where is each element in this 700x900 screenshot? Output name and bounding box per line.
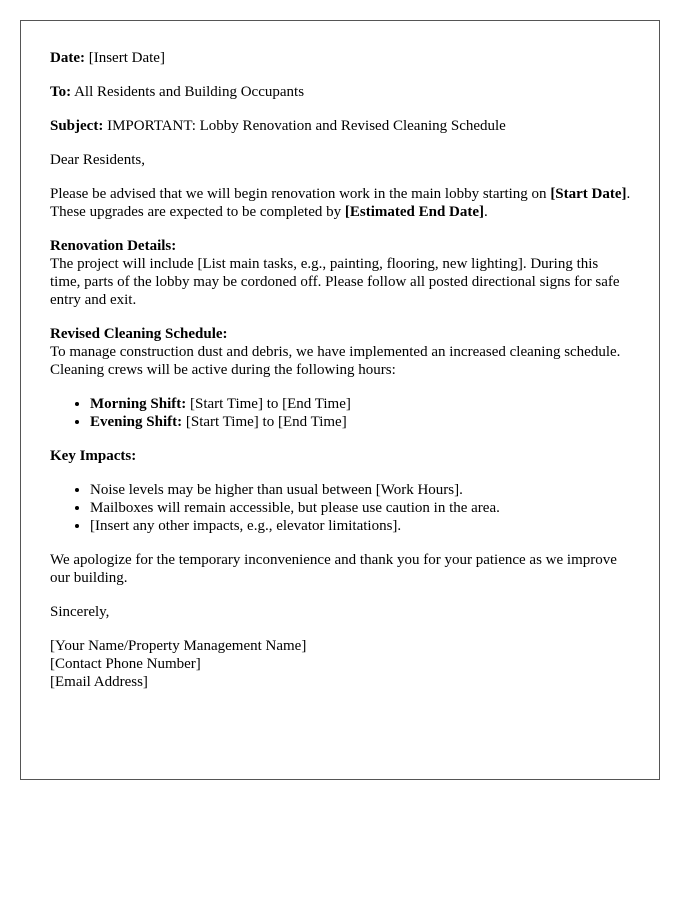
list-item: • Noise levels may be higher than usual between [Work Hours].: [90, 481, 631, 499]
impacts-heading: Key Impacts:: [50, 448, 137, 464]
cleaning-section: [50, 325, 631, 379]
shift-label: Morning Shift:: [90, 396, 187, 412]
intro-text-3: .: [484, 204, 488, 220]
shift-value: [Start Time] to [End Time]: [182, 414, 347, 430]
end-date-placeholder: [Estimated End Date]: [344, 204, 485, 220]
signature-block: [50, 637, 631, 691]
list-item: • Mailboxes will remain accessible, but please use caution in the area.: [90, 499, 631, 517]
impacts-list: [50, 481, 631, 535]
intro-text-1: Please be advised that we will begin renovation work in the main lobby starting on: [50, 186, 551, 202]
cleaning-heading: Revised Cleaning Schedule:: [50, 326, 228, 342]
cleaning-body: To manage construction dust and debris, we have implemented an increased cleaning schedule. Cleaning crews will be active during the following hours:: [50, 344, 621, 378]
greeting: Dear Residents,: [50, 152, 145, 168]
to-label: To:: [50, 84, 72, 100]
list-item: [90, 413, 631, 431]
closing-paragraph: We apologize for the temporary inconvenience and thank you for your patience as we improve our building.: [50, 552, 617, 586]
shift-list: [50, 395, 631, 431]
to-line: [50, 83, 631, 101]
list-item: [90, 395, 631, 413]
intro-paragraph: [50, 185, 631, 221]
to-value: All Residents and Building Occupants: [74, 84, 305, 100]
date-line: [50, 49, 631, 67]
signature-phone: [Contact Phone Number]: [50, 656, 201, 672]
subject-line: [50, 117, 631, 135]
signoff: Sincerely,: [50, 604, 110, 620]
date-label: Date:: [50, 50, 85, 66]
renovation-section: [50, 237, 631, 309]
date-value: [Insert Date]: [88, 50, 165, 66]
renovation-body: The project will include [List main tasks, e.g., painting, flooring, new lighting]. During this time, parts of the lobby may be cordoned off. Please follow all posted directional signs for safe entry and exit.: [50, 256, 620, 308]
shift-label: Evening Shift:: [90, 414, 183, 430]
subject-label: Subject:: [50, 118, 104, 134]
intro-text-2: . These upgrades are expected to be completed by: [50, 186, 631, 220]
subject-value: IMPORTANT: Lobby Renovation and Revised Cleaning Schedule: [107, 118, 506, 134]
start-date-placeholder: [Start Date]: [550, 186, 627, 202]
renovation-heading: Renovation Details:: [50, 238, 177, 254]
letter-document: [20, 20, 660, 780]
shift-value: [Start Time] to [End Time]: [186, 396, 351, 412]
signature-email: [Email Address]: [50, 674, 148, 690]
list-item: • [Insert any other impacts, e.g., elevator limitations].: [90, 517, 631, 535]
impacts-heading-line: [50, 447, 631, 465]
signature-name: [Your Name/Property Management Name]: [50, 638, 307, 654]
